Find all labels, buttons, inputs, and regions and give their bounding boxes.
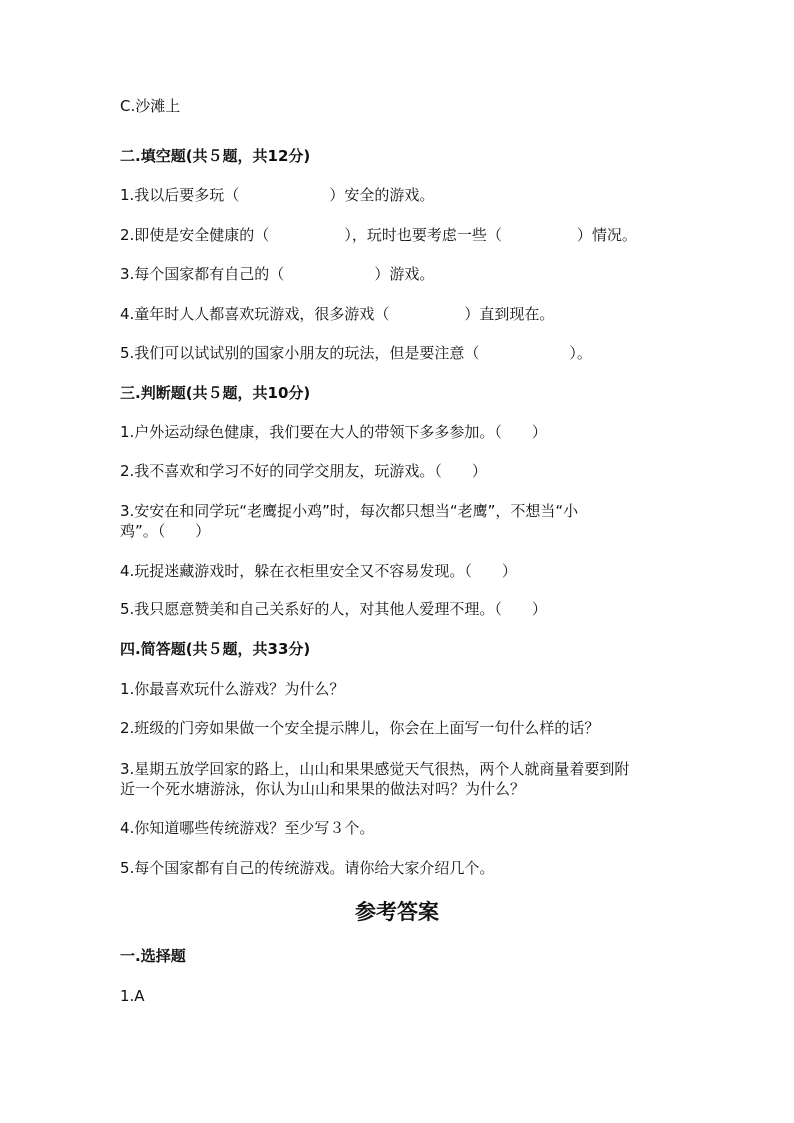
question-text: 1.户外运动绿色健康，我们要在大人的带领下多多参加。（ ） — [120, 423, 547, 441]
section-heading-short-answer: 四.简答题(共５题，共33分) — [120, 640, 311, 658]
question-text: 1.我以后要多玩（ ）安全的游戏。 — [120, 186, 435, 204]
option-c: C.沙滩上 — [120, 97, 181, 115]
question-text: 4.你知道哪些传统游戏？至少写３个。 — [120, 819, 375, 837]
question-text: 5.我们可以试试别的国家小朋友的玩法，但是要注意（ ）。 — [120, 344, 592, 362]
section-heading-multiple-choice: 一.选择题 — [120, 947, 186, 965]
answer-key-title: 参考答案 — [355, 899, 439, 924]
question-text: 3.每个国家都有自己的（ ）游戏。 — [120, 265, 435, 283]
question-text: 5.每个国家都有自己的传统游戏。请你给大家介绍几个。 — [120, 859, 495, 877]
question-text: 4.童年时人人都喜欢玩游戏，很多游戏（ ）直到现在。 — [120, 305, 555, 323]
answer-text: 1.A — [120, 987, 145, 1005]
question-text: 4.玩捉迷藏游戏时，躲在衣柜里安全又不容易发现。（ ） — [120, 562, 517, 580]
question-text: 5.我只愿意赞美和自己关系好的人，对其他人爱理不理。（ ） — [120, 600, 547, 618]
question-text: 1.你最喜欢玩什么游戏？为什么？ — [120, 680, 345, 698]
question-text: 2.我不喜欢和学习不好的同学交朋友，玩游戏。（ ） — [120, 462, 487, 480]
question-text: 2.即使是安全健康的（ ），玩时也要考虑一些（ ）情况。 — [120, 226, 637, 244]
question-text: 3.安安在和同学玩“老鹰捉小鸡”时，每次都只想当“老鹰”，不想当“小 — [120, 502, 579, 520]
question-text: 2.班级的门旁如果做一个安全提示牌儿，你会在上面写一句什么样的话？ — [120, 719, 600, 737]
question-text: 3.星期五放学回家的路上，山山和果果感觉天气很热，两个人就商量着要到附 — [120, 760, 630, 778]
question-text-continued: 近一个死水塘游泳，你认为山山和果果的做法对吗？为什么？ — [120, 780, 526, 798]
section-heading-true-false: 三.判断题(共５题，共10分) — [120, 384, 311, 402]
section-heading-fill-blank: 二.填空题(共５题，共12分) — [120, 147, 311, 165]
question-text-continued: 鸡”。（ ） — [120, 522, 211, 540]
